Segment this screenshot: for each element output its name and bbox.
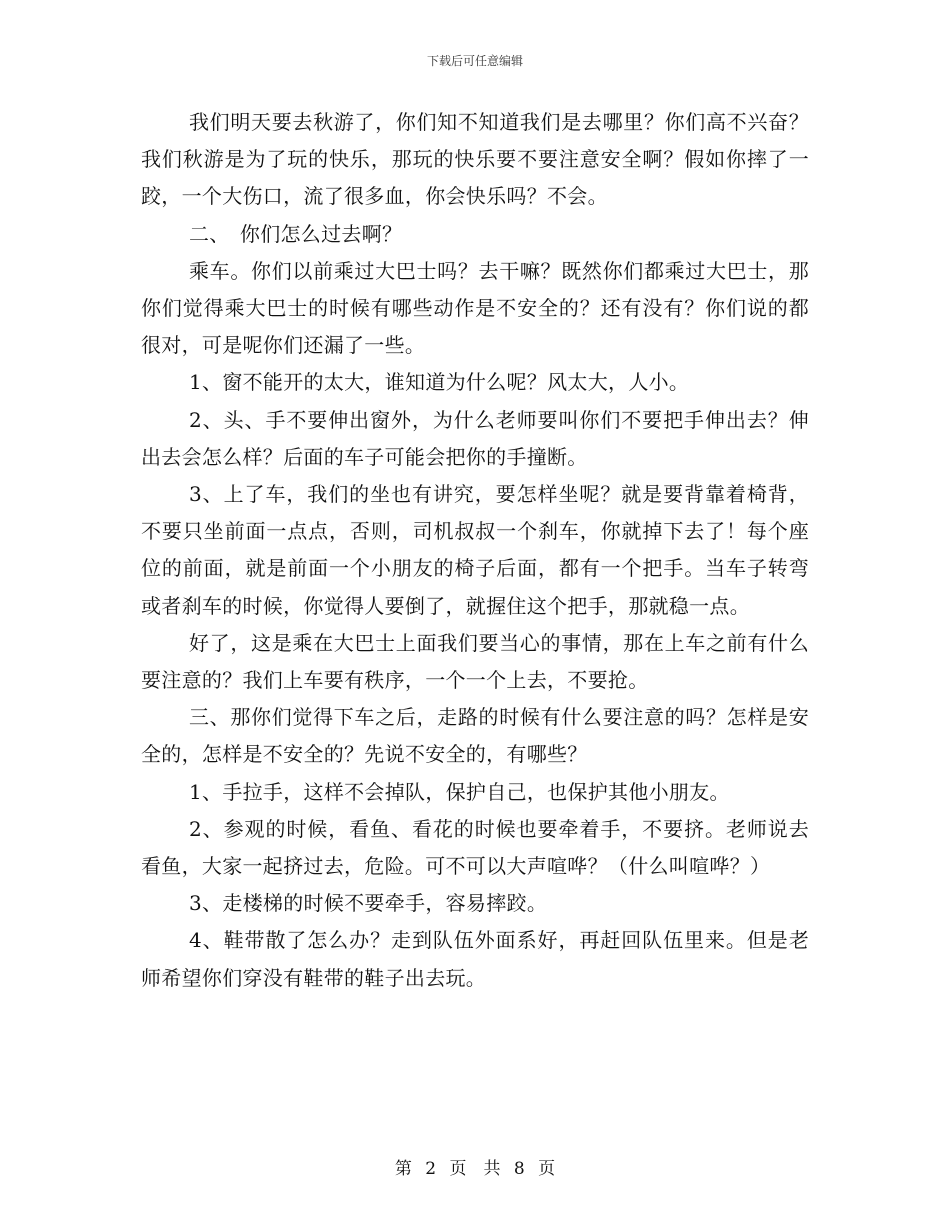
document-body <box>141 104 809 997</box>
paragraph: 好了，这是乘在大巴士上面我们要当心的事情，那在上车之前有什么要注意的？我们上车要有秩序，一个一个上去，不要抢。 <box>141 630 809 693</box>
list-item: 3、走楼梯的时候不要牵手，容易摔跤。 <box>189 891 548 916</box>
page-number-total: 8 <box>513 1159 525 1179</box>
list-item: 2、参观的时候，看鱼、看花的时候也要牵着手，不要挤。老师说去看鱼，大家一起挤过去，危险。可不可以大声喧哗？（什么叫喧哗？） <box>141 816 809 879</box>
list-item: 2、头、手不要伸出窗外，为什么老师要叫你们不要把手伸出去？伸出去会怎么样？后面的车子可能会把你的手撞断。 <box>141 407 809 469</box>
list-item: 4、鞋带散了怎么办？走到队伍外面系好，再赶回队伍里来。但是老师希望你们穿没有鞋带的鞋子出去玩。 <box>141 928 809 990</box>
paragraph: 我们明天要去秋游了，你们知不知道我们是去哪里？你们高不兴奋？我们秋游是为了玩的快乐，那玩的快乐要不要注意安全啊？假如你摔了一跤，一个大伤口，流了很多血，你会快乐吗？不会。 <box>141 110 809 209</box>
list-item: 1、窗不能开的太大，谁知道为什么呢？风太大，人小。 <box>189 370 690 395</box>
list-item: 1、手拉手，这样不会掉队，保护自己，也保护其他小朋友。 <box>189 779 730 804</box>
paragraph: 乘车。你们以前乘过大巴士吗？去干嘛？既然你们都乘过大巴士，那你们觉得乘大巴士的时候有哪些动作是不安全的？还有没有？你们说的都很对，可是呢你们还漏了一些。 <box>141 258 809 358</box>
page-number-suffix: 页 <box>538 1159 556 1179</box>
page-number-current: 2 <box>425 1159 437 1179</box>
list-item: 3、上了车，我们的坐也有讲究，要怎样坐呢？就是要背靠着椅背，不要只坐前面一点点，否则，司机叔叔一个刹车，你就掉下去了！每个座位的前面，就是前面一个小朋友的椅子后面，都有一个把手。当车子转弯或者刹车的时候，你觉得人要倒了，就握住这个把手，那就稳一点。 <box>141 482 809 618</box>
page-number-prefix: 第 <box>394 1159 412 1179</box>
section-heading: 二、 你们怎么过去啊？ <box>189 221 403 246</box>
section-heading: 三、那你们觉得下车之后，走路的时候有什么要注意的吗？怎样是安全的，怎样是不安全的？先说不安全的，有哪些？ <box>141 705 809 767</box>
page-header: 下载后可任意编辑 <box>426 54 523 68</box>
page-footer <box>0 1154 950 1179</box>
page-number-mid: 页 共 <box>449 1159 501 1179</box>
